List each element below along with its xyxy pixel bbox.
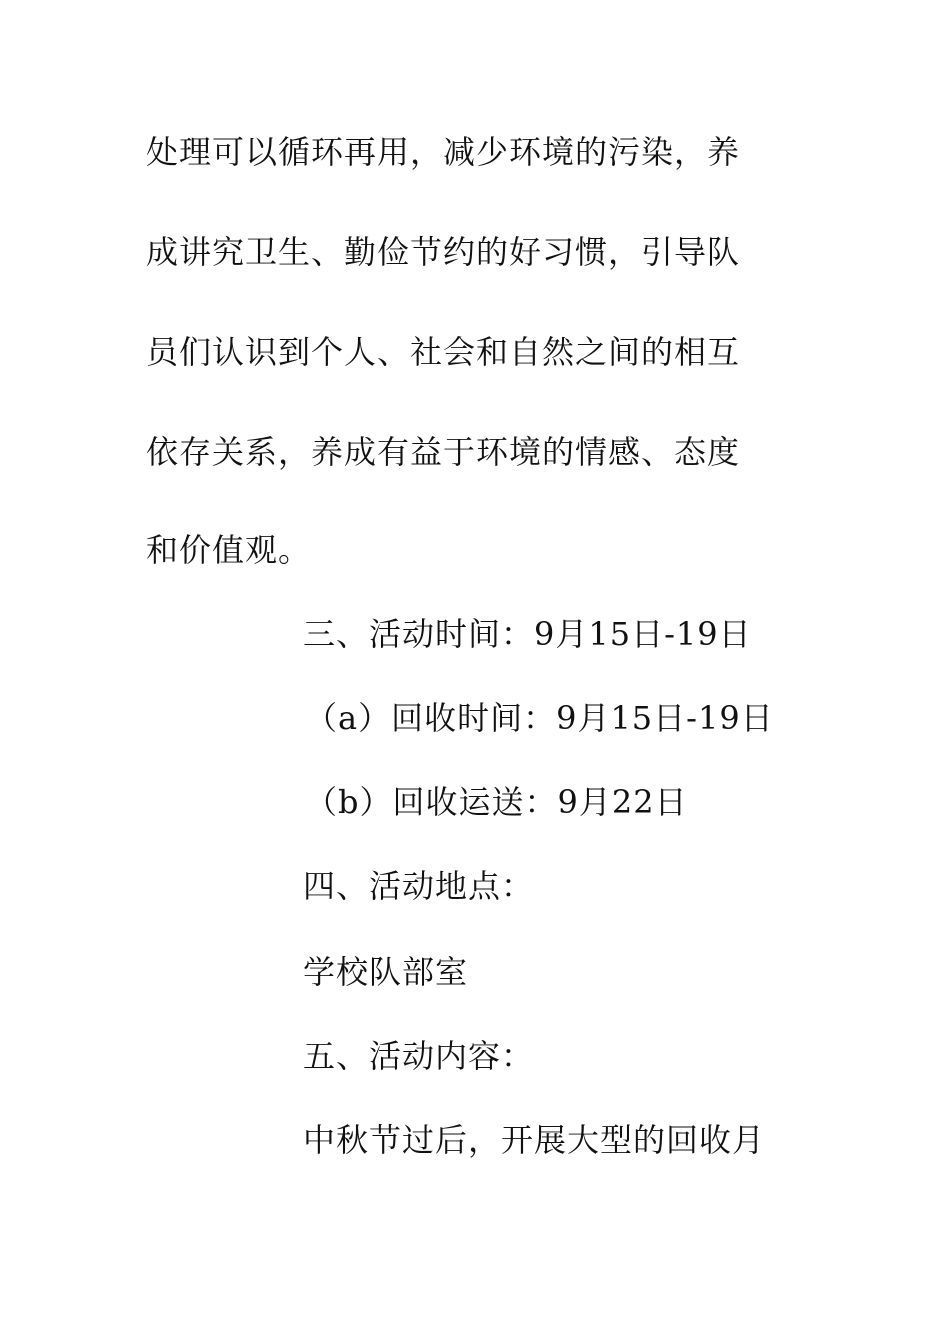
location-text: 学校队部室 (303, 953, 469, 991)
body-text-line: 成讲究卫生、勤俭节约的好习惯，引导队 (146, 233, 741, 271)
body-text-line: 依存关系，养成有益于环境的情感、态度 (146, 433, 741, 471)
body-text-line: 和价值观。 (146, 531, 312, 569)
section-heading-content: 五、活动内容： (303, 1037, 535, 1075)
section-heading-time: 三、活动时间：9月15日-19日 (303, 615, 752, 653)
body-text-line: 中秋节过后，开展大型的回收月 (303, 1121, 766, 1159)
list-item-delivery-date: （b）回收运送：9月22日 (305, 783, 688, 821)
body-text-line: 处理可以循环再用，减少环境的污染，养 (146, 133, 741, 171)
list-item-collection-time: （a）回收时间：9月15日-19日 (305, 699, 774, 737)
body-text-line: 员们认识到个人、社会和自然之间的相互 (146, 333, 741, 371)
section-heading-location: 四、活动地点： (303, 867, 535, 905)
